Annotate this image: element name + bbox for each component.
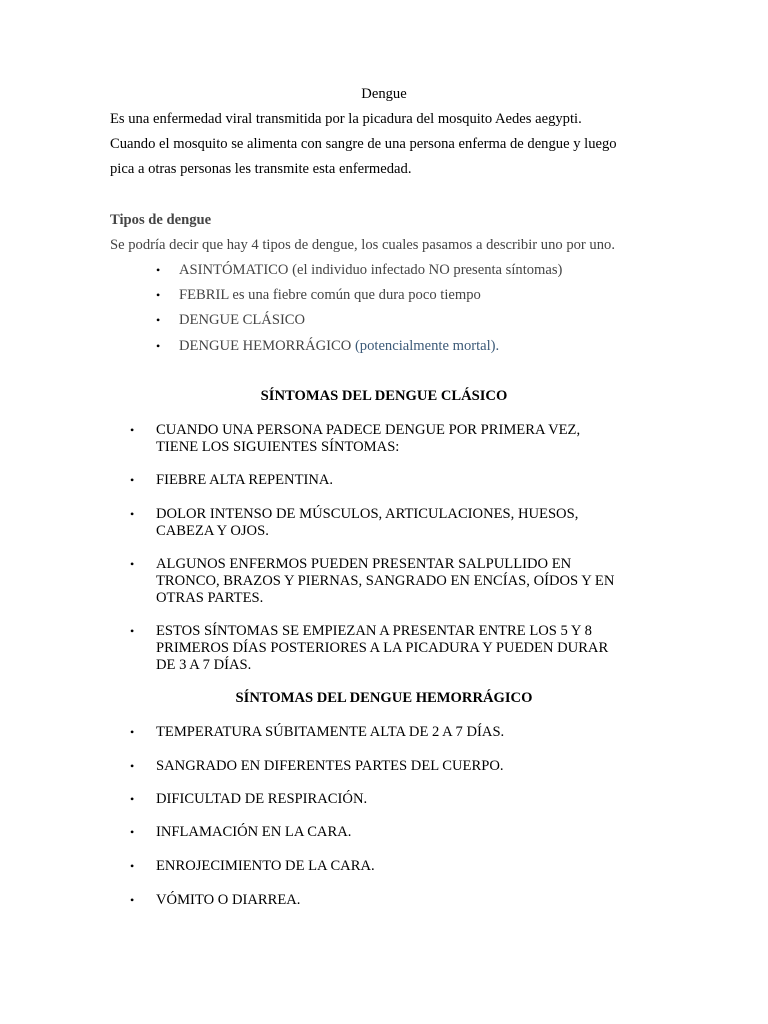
bullet-icon: • (130, 557, 135, 571)
list-item-line: SANGRADO EN DIFERENTES PARTES DEL CUERPO. (156, 758, 504, 774)
list-item (156, 758, 656, 775)
tipo-item-main: DENGUE HEMORRÁGICO (179, 338, 355, 354)
bullet-icon: • (130, 859, 135, 873)
bullet-icon: • (156, 263, 161, 277)
list-item-line: FIEBRE ALTA REPENTINA. (156, 472, 334, 488)
intro-line-1: Es una enfermedad viral transmitida por la picadura del mosquito Aedes aegypti. (110, 111, 582, 127)
list-item (156, 422, 656, 456)
bullet-icon: • (130, 473, 135, 487)
tipo-item: ASINTÓMATICO (el individuo infectado NO presenta síntomas) (179, 262, 563, 278)
document-title: Dengue (361, 86, 407, 102)
list-item (156, 556, 656, 607)
list-item-line: ENROJECIMIENTO DE LA CARA. (156, 858, 375, 874)
list-item-line: TIENE LOS SIGUIENTES SÍNTOMAS: (156, 439, 400, 455)
list-item-line: VÓMITO O DIARREA. (156, 892, 301, 908)
tipo-item (179, 338, 499, 355)
list-item-line: TEMPERATURA SÚBITAMENTE ALTA DE 2 A 7 DÍAS. (156, 724, 505, 740)
list-item-line: CABEZA Y OJOS. (156, 523, 269, 539)
bullet-icon: • (130, 792, 135, 806)
list-item-line: DIFICULTAD DE RESPIRACIÓN. (156, 791, 368, 807)
list-item (156, 724, 656, 741)
bullet-icon: • (130, 825, 135, 839)
list-item-line: OTRAS PARTES. (156, 590, 264, 606)
sintomas-clasico-heading: SÍNTOMAS DEL DENGUE CLÁSICO (260, 388, 508, 404)
tipo-item-note: (potencialmente mortal). (354, 338, 500, 354)
list-item-line: INFLAMACIÓN EN LA CARA. (156, 824, 352, 840)
tipo-item: DENGUE CLÁSICO (179, 312, 306, 328)
bullet-icon: • (130, 893, 135, 907)
sintomas-hemorragico-heading: SÍNTOMAS DEL DENGUE HEMORRÁGICO (235, 690, 533, 706)
list-item (156, 858, 656, 875)
list-item (156, 824, 656, 841)
bullet-icon: • (156, 313, 161, 327)
tipos-lead: Se podría decir que hay 4 tipos de dengue, los cuales pasamos a describir uno por uno. (110, 237, 615, 253)
list-item-line: ALGUNOS ENFERMOS PUEDEN PRESENTAR SALPULLIDO EN (156, 556, 572, 572)
list-item-line: ESTOS SÍNTOMAS SE EMPIEZAN A PRESENTAR ENTRE LOS 5 Y 8 (156, 623, 592, 639)
list-item (156, 623, 656, 674)
tipo-item: FEBRIL es una fiebre común que dura poco tiempo (179, 287, 481, 303)
bullet-icon: • (130, 624, 135, 638)
list-item (156, 506, 656, 540)
list-item (156, 472, 656, 489)
list-item-line: CUANDO UNA PERSONA PADECE DENGUE POR PRIMERA VEZ, (156, 422, 581, 438)
list-item-line: TRONCO, BRAZOS Y PIERNAS, SANGRADO EN ENCÍAS, OÍDOS Y EN (156, 573, 615, 589)
list-item-line: PRIMEROS DÍAS POSTERIORES A LA PICADURA Y PUEDEN DURAR (156, 640, 609, 656)
tipos-heading: Tipos de dengue (110, 212, 212, 228)
bullet-icon: • (156, 339, 161, 353)
list-item-line: DE 3 A 7 DÍAS. (156, 657, 252, 673)
bullet-icon: • (130, 725, 135, 739)
bullet-icon: • (130, 423, 135, 437)
intro-line-3: pica a otras personas les transmite esta enfermedad. (110, 161, 412, 177)
intro-line-2: Cuando el mosquito se alimenta con sangre de una persona enferma de dengue y luego (110, 136, 617, 152)
bullet-icon: • (130, 507, 135, 521)
list-item (156, 892, 656, 909)
list-item-line: DOLOR INTENSO DE MÚSCULOS, ARTICULACIONES, HUESOS, (156, 506, 579, 522)
list-item (156, 791, 656, 808)
bullet-icon: • (156, 288, 161, 302)
bullet-icon: • (130, 759, 135, 773)
